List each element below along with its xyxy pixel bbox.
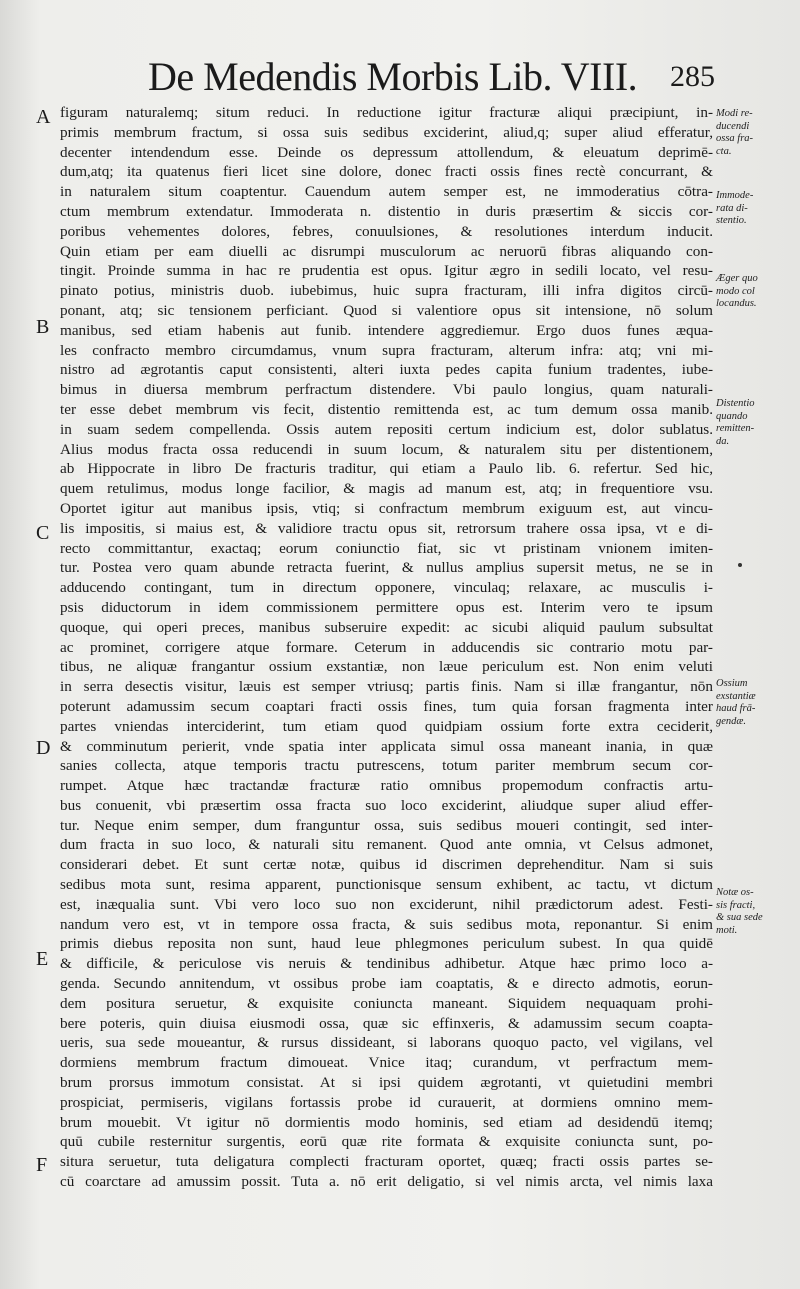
- text-line: adducendo contingant, tum in directum opponere, vinculaq; relaxare, ac musculis i-: [60, 579, 713, 597]
- text-line: Alius modus fracta ossa reducendi in suum locum, & naturalem situ per distentionem,: [60, 440, 713, 458]
- text-line: primis diebus reposita non sunt, haud leue phlegmones periculum subest. In qua quidē: [60, 935, 713, 953]
- text-line: quoque, qui operi preces, manibus subseruire expedit: ac sicubi aliquid paulum subsultat: [60, 618, 713, 636]
- margin-note-immoderata: Immode- rata di- stentio.: [716, 190, 754, 226]
- text-line: brum prorsus immotum consistat. At si ipsi quidem ægrotanti, vt quietudini membri: [60, 1074, 713, 1092]
- text-line: brum mouebit. Vt igitur nō dormientis modo hominis, sed etiam ad desidendū itemq;: [60, 1113, 713, 1131]
- page-header: [140, 54, 715, 100]
- text-line: dem positura seruetur, & exquisite coniuncta maneant. Siquidem nequaquam prohi-: [60, 994, 713, 1012]
- text-line: bere poteris, quin diuisa eiusmodi ossa, quæ sic effinxeris, & adamussim secum coapta-: [60, 1014, 713, 1032]
- running-title: De Medendis Morbis Lib. VIII.: [148, 54, 638, 99]
- text-line: considerari debet. Et sunt certæ notæ, quibus id discrimen deprehenditur. Nam si suis: [60, 856, 713, 874]
- text-line: pinato potius, ministris duob. iubebimus, huic supra fracturam, illi infra digitos circū-: [60, 282, 713, 300]
- text-line: [60, 1212, 713, 1232]
- text-line: ac prominet, corrigere atque formare. Ceterum in adducendis sic contrario motu par-: [60, 638, 713, 656]
- margin-note-ossium: Ossium exstantiæ haud frā- gendæ.: [716, 678, 756, 727]
- text-line: les confracto membro circumdamus, vnum supra fracturam, alterum infra: atq; vni mi-: [60, 341, 713, 359]
- text-line: dormiens membrum fractum dimoueat. Vnice itaq; curandum, vt perfractum mem-: [60, 1054, 713, 1072]
- section-letter-d: D: [36, 737, 51, 759]
- text-line: Quin etiam per eam diuelli ac disrumpi musculorum ac neruorū fibras aliquando con-: [60, 242, 713, 260]
- text-line: poterunt adamussim secum coaptari fracti ossis fines, tum quia forsan fragmenta inter: [60, 697, 713, 715]
- section-letter-a: A: [36, 106, 51, 128]
- section-letter-c: C: [36, 522, 50, 544]
- section-letter-f: F: [36, 1154, 48, 1176]
- text-line: dum,atq; ita quatenus fieri licet sine dolore, donec fracti ossis fines rectè concurrant, &: [60, 163, 713, 181]
- text-line: nistro ad ægrotantis caput consistenti, alteri iuxta pedes capita funium tradentes, iube-: [60, 361, 713, 379]
- text-line: ctum membrum extendatur. Immoderata n. distentio in duris præsertim & siccis cor-: [60, 202, 713, 220]
- section-letter-b: B: [36, 316, 50, 338]
- margin-note-distentio: Distentio quando remitten- da.: [716, 398, 755, 447]
- text-line: tingit. Proinde summa in hac re prudentia est opus. Igitur ægro in sedili locato, vel resu-: [60, 262, 713, 280]
- text-line: dum fracta in suo loco, & naturali situ remanent. Quod ante omnia, vt Celsus admonet,: [60, 836, 713, 854]
- margin-note-modi-reducendi: Modi re- ducendi ossa fra- cta.: [716, 108, 754, 157]
- text-line: est, inæqualia sunt. Vbi vero loco suo non exciderunt, nihil prædictorum adest. Festi-: [60, 895, 713, 913]
- margin-note-notae: Notæ os- sis fracti, & sua sede moti.: [716, 887, 763, 936]
- section-letter-e: E: [36, 948, 49, 970]
- text-line: & difficile, & periculose vis neruis & tendinibus adhibetur. Atque hæc primo loco a-: [60, 955, 713, 973]
- text-line: poribus vehementes dolores, febres, conuulsiones, & resolutiones interdum inducit.: [60, 222, 713, 240]
- text-line: nandum vero est, vt in tempore ossa fracta, & suis sedibus mota, reponantur. Si enim: [60, 915, 713, 933]
- text-line: decenter intendendum esse. Deinde os depressum attollendum, & eleuatum deprimē-: [60, 143, 713, 161]
- text-line: ueris, sua sede moueantur, & rursus dissideant, si laborans quoquo pacto, vel vigilans, vel: [60, 1034, 713, 1052]
- text-line: ponant, atq; sic tensionem perficiant. Quod si valentiore opus sit intensione, nō solum: [60, 301, 713, 319]
- text-line: in serra desectis visitur, læuis est semper vtriusq; partis finis. Nam si illæ frangantur, nōn: [60, 678, 713, 696]
- body-text: [60, 103, 713, 1231]
- text-line: bimus in diuersa membrum perfractum distendere. Vbi paulo longius, quam naturali-: [60, 381, 713, 399]
- text-line: quem retulimus, modus longe facilior, & magis ad manum est, atq; in frequentiore vsu.: [60, 480, 713, 498]
- text-line: Oportet igitur aut manibus ipsis, vtiq; si confractum membrum exiguum est, aut vincu-: [60, 499, 713, 517]
- text-line: ter esse debet membrum vis fecit, distentio remittenda est, ac tum demum ossa manib.: [60, 400, 713, 418]
- text-line: tibus, ne aliquæ frangantur ossium exstantiæ, non læue periculum est. Non enim veluti: [60, 658, 713, 676]
- text-line: genda. Secundo annitendum, vt ossibus probe iam coaptatis, & e directo admotis, eorun-: [60, 975, 713, 993]
- text-line: figuram naturalemq; situm reduci. In reductione igitur fracturæ aliqui præcipiunt, in-: [60, 104, 713, 121]
- text-line: tur. Neque enim semper, dum franguntur ossa, suis sedibus moueri contingit, sed inter-: [60, 816, 713, 834]
- text-line: prospiciat, permiseris, vigilans fortassis probe id curauerit, at dormiens omnino mem-: [60, 1093, 713, 1111]
- text-line: ab Hippocrate in libro De fracturis traditur, qui etiam a Paulo lib. 6. refertur. Sed hic,: [60, 460, 713, 478]
- text-line: [60, 1192, 713, 1212]
- text-line: situra seruetur, tuta deligatura complecti fracturam oportet, quæq; fracti ossis partes se-: [60, 1153, 713, 1171]
- text-line: rumpet. Atque hæc tractandæ fracturæ ratio omnibus propemodum confractis artu-: [60, 777, 713, 795]
- text-line: recto committantur, exactaq; eorum coniunctio fiat, sic vt pristinam vnionem imiten-: [60, 539, 713, 557]
- text-line: tur. Postea vero quam abunde retracta fuerint, & nullus amplius supersit metus, ne se in: [60, 559, 713, 577]
- text-line: cū coarctare ad amussim possit. Tuta a. nō erit deligatio, si vel nimis arcta, vel nimis laxa: [60, 1173, 713, 1191]
- text-line: in naturalem situm coaptentur. Cauendum autem semper est, ne immoderatius cōtra-: [60, 183, 713, 201]
- text-line: & comminutum perierit, vnde spatia inter applicata simul ossa maneant inania, in quæ: [60, 737, 713, 755]
- text-line: bus conuenit, vbi præsertim ossa fracta suo loco exciderint, aliudque super aliud effer-: [60, 796, 713, 814]
- text-line: psis diductorum in idem commissionem permittere opus est. Interim vero te ipsum: [60, 598, 713, 616]
- text-line: sanies collecta, atque temporis tractu putrescens, totum pariter membrum secum cor-: [60, 757, 713, 775]
- text-line: primis membrum fractum, si ossa suis sedibus exciderint, aliud,q; super aliud efferatur,: [60, 123, 713, 141]
- text-line: partes vniendas interciderint, tum etiam quod quidpiam ossium forte extra ceciderit,: [60, 717, 713, 735]
- margin-note-aeger: Æger quo modo col locandus.: [716, 273, 758, 309]
- text-line: in suam sedem compellenda. Ossis autem repositi certum indicium est, dolor sublatus.: [60, 420, 713, 438]
- ink-speck: [738, 563, 742, 567]
- text-line: quū cubile resternitur surgentis, eorū quæ rite formata & exquisite coniuncta sunt, po-: [60, 1133, 713, 1151]
- text-line: lis impositis, si maius est, & validiore tractu opus sit, retrorsum trahere ossa ipsa, vt e di-: [60, 519, 713, 537]
- page-number: 285: [670, 60, 715, 93]
- text-line: manibus, sed etiam habenis aut funib. intendere aggrediemur. Ergo duos funes æqua-: [60, 321, 713, 339]
- text-line: sedibus mota sunt, resima apparent, punctionisque sensum exhibent, ac tactu, vt dictum: [60, 876, 713, 894]
